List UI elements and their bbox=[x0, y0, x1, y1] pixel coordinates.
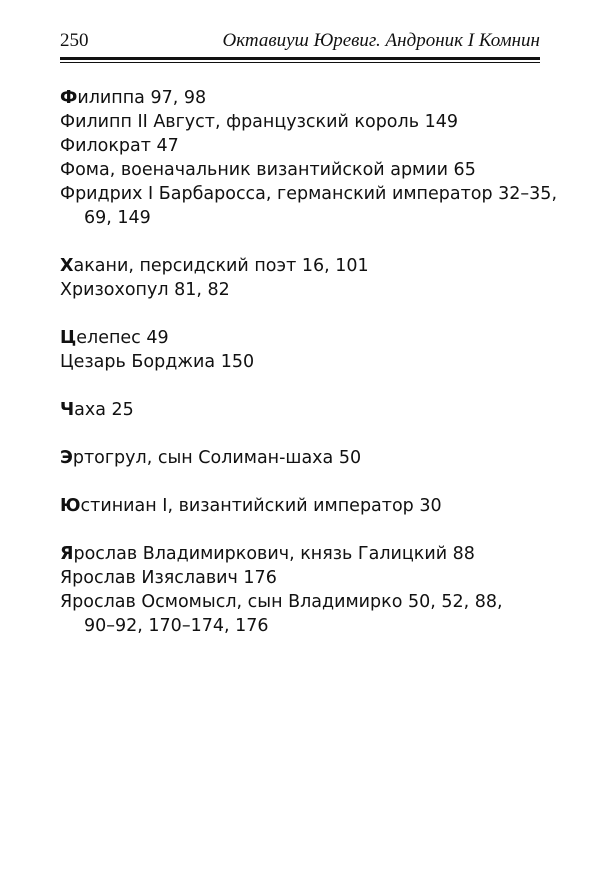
index-entry: Чаха 25 bbox=[60, 400, 134, 420]
index-entry: Хакани, персидский поэт 16, 101 bbox=[60, 256, 369, 276]
index-letter-group bbox=[60, 86, 558, 230]
index-letter-group bbox=[60, 254, 550, 302]
index-entry: Цезарь Борджиа 150 bbox=[60, 352, 255, 372]
header-rule-thin bbox=[60, 62, 540, 63]
index-entry: Филиппа 97, 98 bbox=[60, 88, 207, 108]
index-entry: Фома, военачальник византийской армии 65 bbox=[60, 160, 476, 180]
index-entry: Филипп II Август, французский король 149 bbox=[60, 112, 458, 132]
index-letter-group bbox=[60, 398, 550, 422]
index-entry: Целепес 49 bbox=[60, 328, 169, 348]
index-letter-group bbox=[60, 542, 550, 638]
index-letter-group bbox=[60, 326, 550, 374]
index-entry: Фридрих I Барбаросса, германский император 32–35, bbox=[60, 184, 558, 204]
header-rule-thick bbox=[60, 57, 540, 60]
index-letter-group bbox=[60, 494, 550, 518]
index-letter-group bbox=[60, 446, 550, 470]
index-entry: Ярослав Осмомысл, сын Владимирко 50, 52, 88, bbox=[60, 592, 503, 612]
index-entry-continuation: 69, 149 bbox=[84, 208, 151, 228]
running-title: Октавиуш Юревиг. Андроник I Комнин bbox=[222, 30, 540, 51]
index-list bbox=[60, 86, 558, 662]
index-entry: Филократ 47 bbox=[60, 136, 179, 156]
page-header bbox=[60, 28, 540, 54]
index-entry: Эртогрул, сын Солиман-шаха 50 bbox=[60, 448, 362, 468]
index-entry: Ярослав Владимиркович, князь Галицкий 88 bbox=[60, 544, 475, 564]
page-number: 250 bbox=[60, 30, 89, 51]
index-entry-continuation: 90–92, 170–174, 176 bbox=[84, 616, 269, 636]
index-entry: Юстиниан I, византийский император 30 bbox=[60, 496, 442, 516]
index-entry: Ярослав Изяславич 176 bbox=[60, 568, 277, 588]
index-entry: Хризохопул 81, 82 bbox=[60, 280, 230, 300]
